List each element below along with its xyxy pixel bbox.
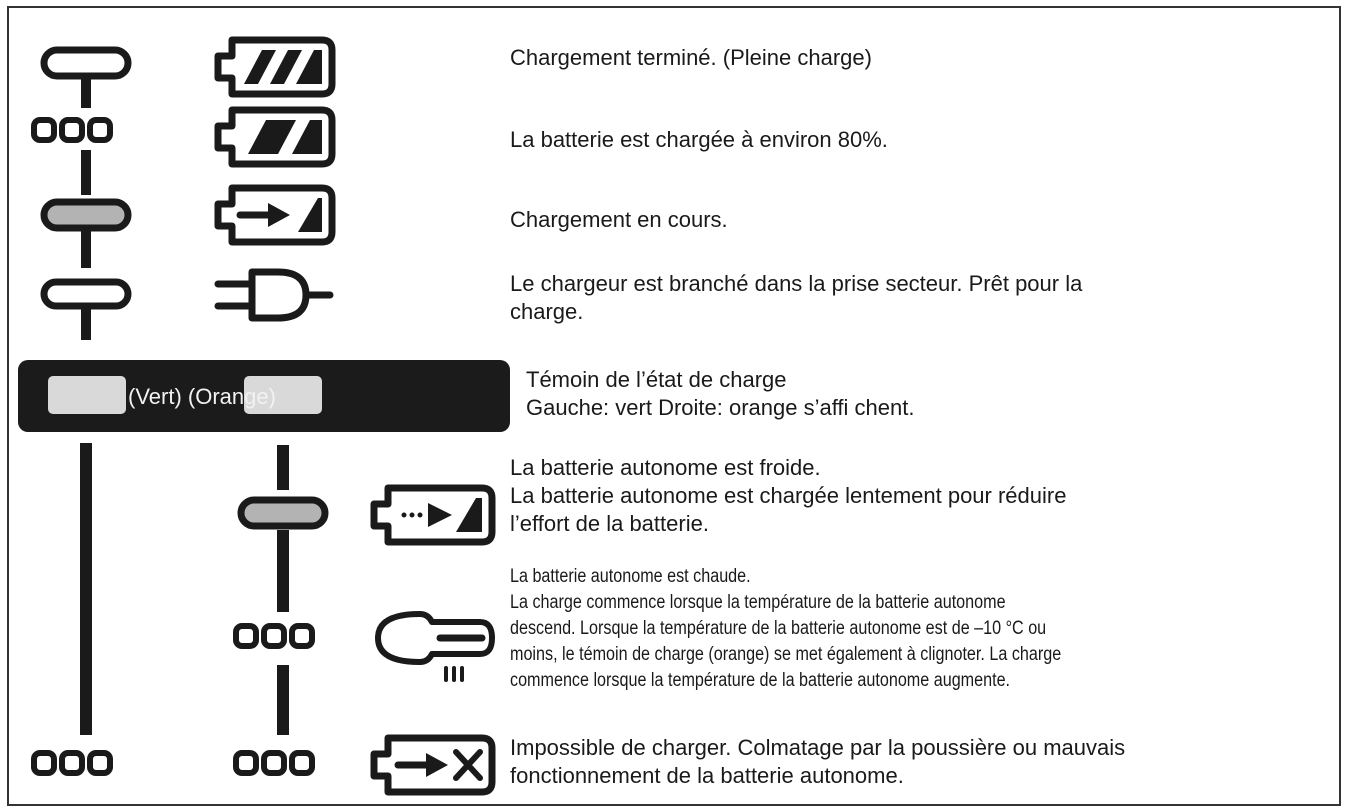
plug-icon xyxy=(218,272,330,318)
battery-full-icon xyxy=(218,40,332,94)
lamp-blinking-icon xyxy=(236,626,312,646)
desc-indicator: Témoin de l’état de charge Gauche: vert Droite: orange s’affi chent. xyxy=(526,367,915,420)
battery-80-icon xyxy=(218,110,332,164)
desc-error: Impossible de charger. Colmatage par la poussière ou mauvais fonctionnement de la batterie autonome. xyxy=(510,735,1126,788)
desc-charging: Chargement en cours. xyxy=(510,207,728,232)
lamp-blinking-icon xyxy=(34,753,110,773)
indicator-color-labels: (Vert) (Orange) xyxy=(128,384,276,409)
battery-slow-charge-icon xyxy=(374,488,492,542)
desc-80-percent: La batterie est chargée à environ 80%. xyxy=(510,127,888,152)
green-lamp-swatch xyxy=(48,376,126,414)
lamp-solid-icon xyxy=(44,202,128,228)
battery-error-icon xyxy=(374,738,492,792)
battery-charging-icon xyxy=(218,188,332,242)
lamp-solid-icon xyxy=(44,50,128,76)
lamp-blinking-icon xyxy=(236,753,312,773)
lamp-blinking-icon xyxy=(34,120,110,140)
lamp-solid-icon xyxy=(241,500,325,526)
desc-ready: Le chargeur est branché dans la prise secteur. Prêt pour la charge. xyxy=(510,271,1083,324)
desc-full-charge: Chargement terminé. (Pleine charge) xyxy=(510,45,872,70)
desc-hot-battery: La batterie autonome est chaude. La charge commence lorsque la température de la batterie autonome descend. Lorsque la température de la batterie autonome est de –10 °C ou moins, le témoin de charge (orange) se met également à clignoter. La charge commence lorsque la température de la batterie autonome augmente. xyxy=(510,566,1062,691)
thermometer-hot-icon xyxy=(378,614,492,680)
lamp-solid-icon xyxy=(44,282,128,306)
desc-cold-battery: La batterie autonome est froide. La batterie autonome est chargée lentement pour réduire l’effort de la batterie. xyxy=(510,455,1067,536)
